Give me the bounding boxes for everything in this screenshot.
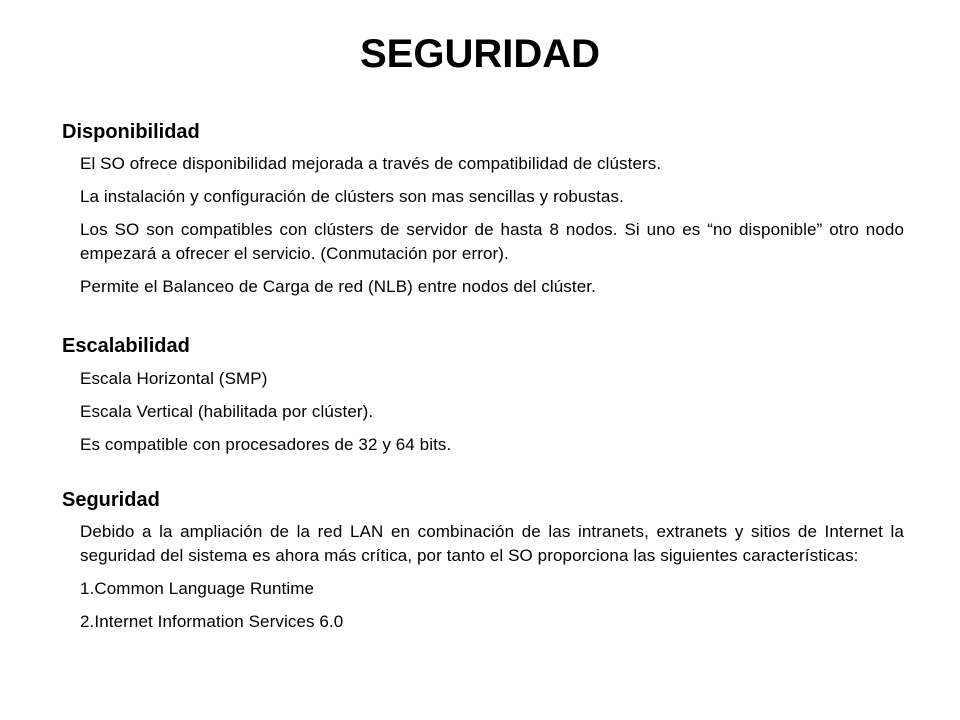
paragraph: 1.Common Language Runtime <box>80 579 315 598</box>
section-heading-seguridad: Seguridad <box>62 489 160 511</box>
paragraph: Es compatible con procesadores de 32 y 64 bits. <box>80 435 452 454</box>
paragraph: 2.Internet Information Services 6.0 <box>80 612 344 631</box>
section-heading-disponibilidad: Disponibilidad <box>62 121 200 143</box>
paragraph: El SO ofrece disponibilidad mejorada a través de compatibilidad de clústers. <box>80 154 662 173</box>
slide-title: SEGURIDAD <box>359 32 601 76</box>
paragraph: La instalación y configuración de clústers son mas sencillas y robustas. <box>80 187 624 206</box>
section-escalabilidad <box>62 334 904 466</box>
paragraph: Escala Horizontal (SMP) <box>80 369 268 388</box>
section-seguridad <box>62 488 904 643</box>
paragraph: Los SO son compatibles con clústers de servidor de hasta 8 nodos. Si uno es “no disponible” otro nodo empezará a ofrecer el servicio. (Conmutación por error). <box>80 220 904 263</box>
paragraph: Debido a la ampliación de la red LAN en combinación de las intranets, extranets y sitios de Internet la seguridad del sistema es ahora más crítica, por tanto el SO proporciona las siguientes características: <box>80 522 904 565</box>
paragraph: Permite el Balanceo de Carga de red (NLB) entre nodos del clúster. <box>80 277 596 296</box>
paragraph: Escala Vertical (habilitada por clúster). <box>80 402 374 421</box>
section-disponibilidad <box>62 120 904 308</box>
section-heading-escalabilidad: Escalabilidad <box>62 335 190 357</box>
